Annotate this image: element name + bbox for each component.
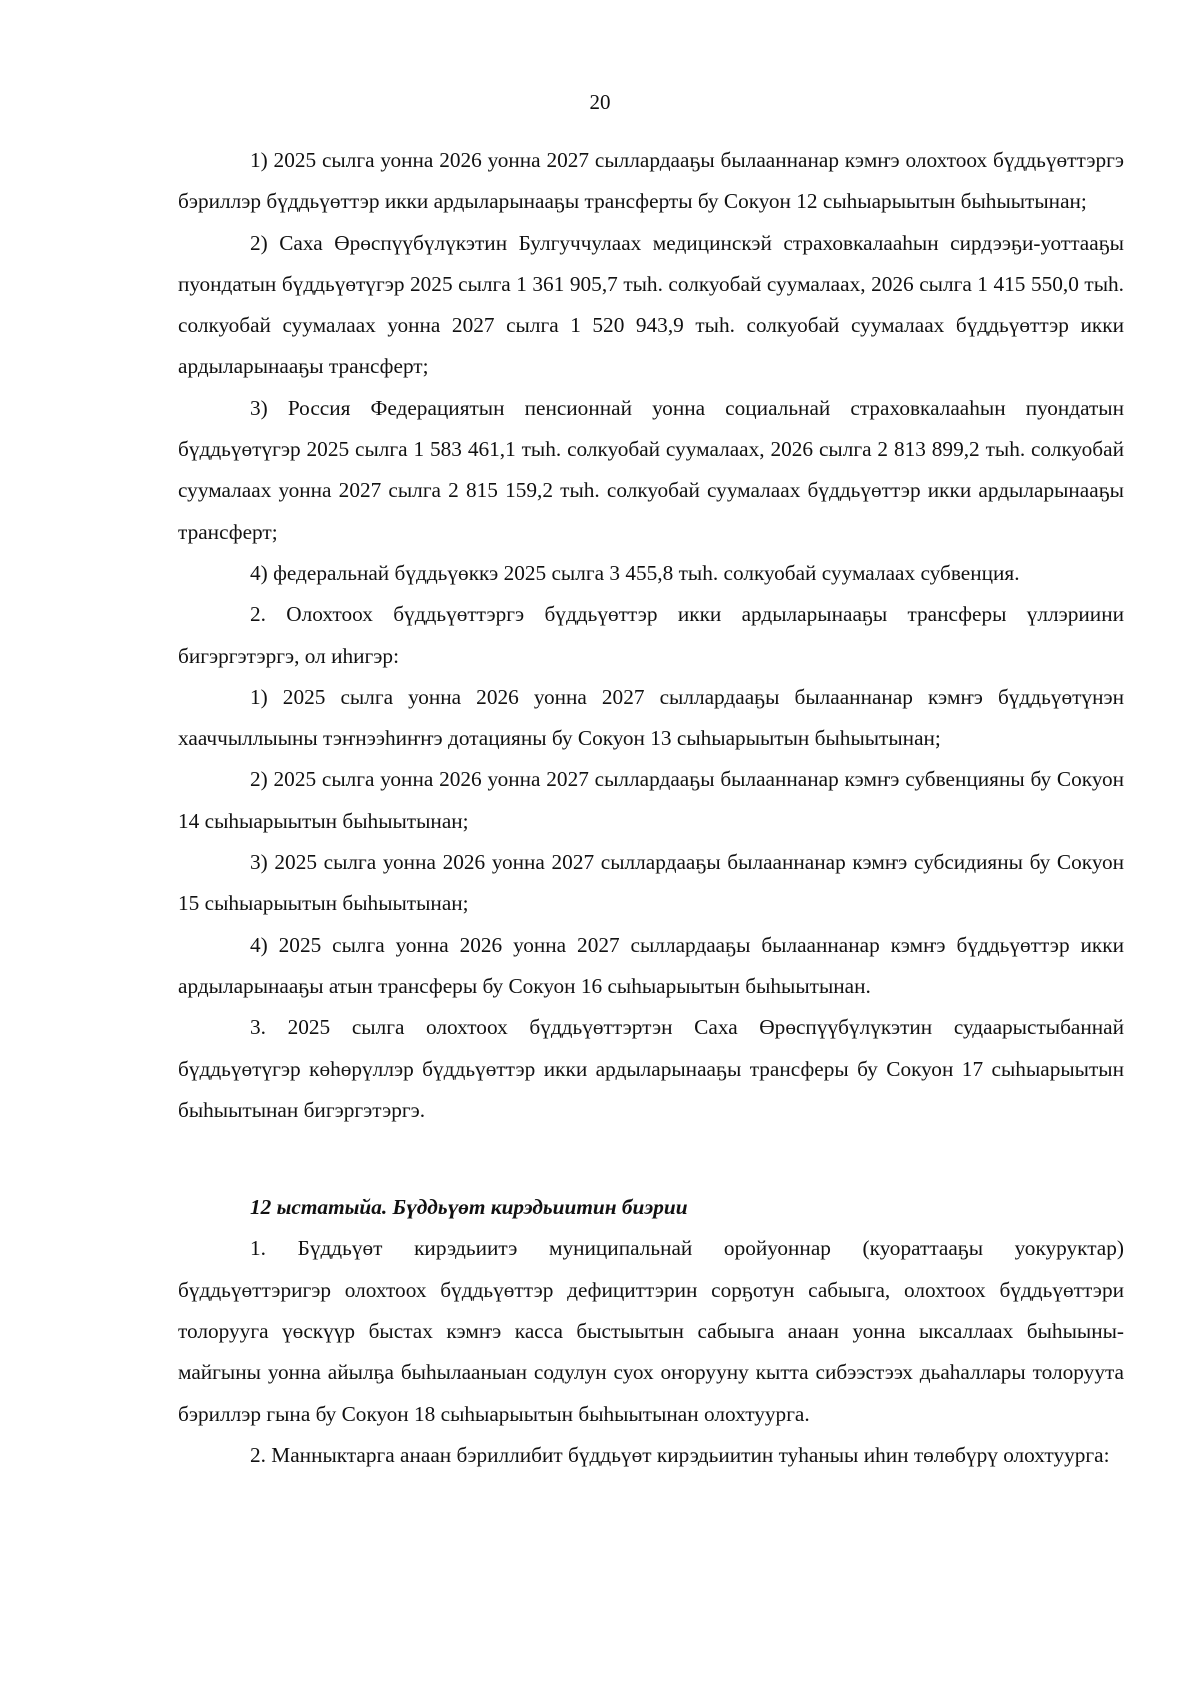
paragraph-subitem-1: 1) 2025 сылга уонна 2026 уонна 2027 сыллардааҕы былааннанар кэмҥэ бүддьүөтүнэн хааччыллыыны тэҥнээһиҥҥэ дотацияны бу Сокуон 13 сыһыарыытын быһыытынан; [178,684,1124,751]
article-paragraph-2: 2. Манныктарга анаан бэриллибит бүддьүөт кирэдьиитин туһаныы иһин төлөбүрү олохтуурга: [250,1442,1110,1467]
paragraph-point-3: 3. 2025 сылга олохтоох бүддьүөттэртэн Саха Өрөспүүбүлүкэтин судаарыстыбаннай бүддьүөтүгэр көһөрүллэр бүддьүөттэр икки ардыларынааҕы трансферы бу Сокуон 17 сыһыарыытын быһыытынан бигэргэтэргэ. [178,1015,1124,1122]
page-number: 20 [589,90,611,114]
paragraph-point-2: 2. Олохтоох бүддьүөттэргэ бүддьүөттэр икки ардыларынааҕы трансферы үллэриини бигэргэтэргэ, ол иһигэр: [178,602,1124,668]
paragraph-item-1: 1) 2025 сылга уонна 2026 уонна 2027 сыллардааҕы былааннанар кэмҥэ олохтоох бүддьүөттэргэ бэриллэр бүддьүөттэр икки ардыларынааҕы трансферты бу Сокуон 12 сыһыарыытын быһыытынан; [178,148,1124,214]
paragraph-item-2: 2) Саха Өрөспүүбүлүкэтин Булгуччулаах медицинскэй страховкалааһын сирдээҕи-уоттааҕы пуондатын бүддьүөтүгэр 2025 сылга 1 361 905,7 тыһ. солкуобай суумалаах, 2026 сылга 1 415 550,0 тыһ. солкуобай суумалаах уонна 2027 сылга 1 520 943,9 тыһ. солкуобай суумалаах бүддьүөттэр икки ардыларынааҕы трансферт; [178,230,1124,379]
paragraph-item-4: 4) федеральнай бүддьүөккэ 2025 сылга 3 455,8 тыһ. солкуобай суумалаах субвенция. [250,560,1020,585]
paragraph-subitem-3: 3) 2025 сылга уонна 2026 уонна 2027 сыллардааҕы былааннанар кэмҥэ субсидияны бу Сокуон 15 сыһыарыытын быһыытынан; [178,850,1124,916]
paragraph-subitem-2: 2) 2025 сылга уонна 2026 уонна 2027 сыллардааҕы былааннанар кэмҥэ субвенцияны бу Сокуон 14 сыһыарыытын быһыытынан; [178,767,1124,833]
document-body [178,140,1124,1476]
article-heading: 12 ыстатыйа. Бүддьүөт кирэдьиитин биэрии [250,1195,688,1220]
paragraph-item-3: 3) Россия Федерациятын пенсионнай уонна социальнай страховкалааһын пуондатын бүддьүөтүгэр 2025 сылга 1 583 461,1 тыһ. солкуобай суумалаах, 2026 сылга 2 813 899,2 тыһ. солкуобай суумалаах уонна 2027 сылга 2 815 159,2 тыһ. солкуобай суумалаах бүддьүөттэр икки ардыларынааҕы трансферт; [178,395,1124,544]
article-paragraph-1: 1. Бүддьүөт кирэдьиитэ муниципальнай оройуоннар (куораттааҕы уокуруктар) бүддьүөттэригэр олохтоох бүддьүөттэр дефициттэрин сорҕотун сабыыга, олохтоох бүддьүөттэри толорууга үөскүүр быстах кэмҥэ касса быстыытын сабыыга анаан уонна ыксаллаах быһыыны-майгыны уонна айылҕа быһылааныан содулун суох оҥорууну кытта сибээстээх дьаһаллары толоруута бэриллэр гына бу Сокуон 18 сыһыарыытын быһыытынан олохтуурга. [178,1236,1124,1426]
paragraph-subitem-4: 4) 2025 сылга уонна 2026 уонна 2027 сыллардааҕы былааннанар кэмҥэ бүддьүөттэр икки ардыларынааҕы атын трансферы бу Сокуон 16 сыһыарыытын быһыытынан. [178,932,1124,998]
